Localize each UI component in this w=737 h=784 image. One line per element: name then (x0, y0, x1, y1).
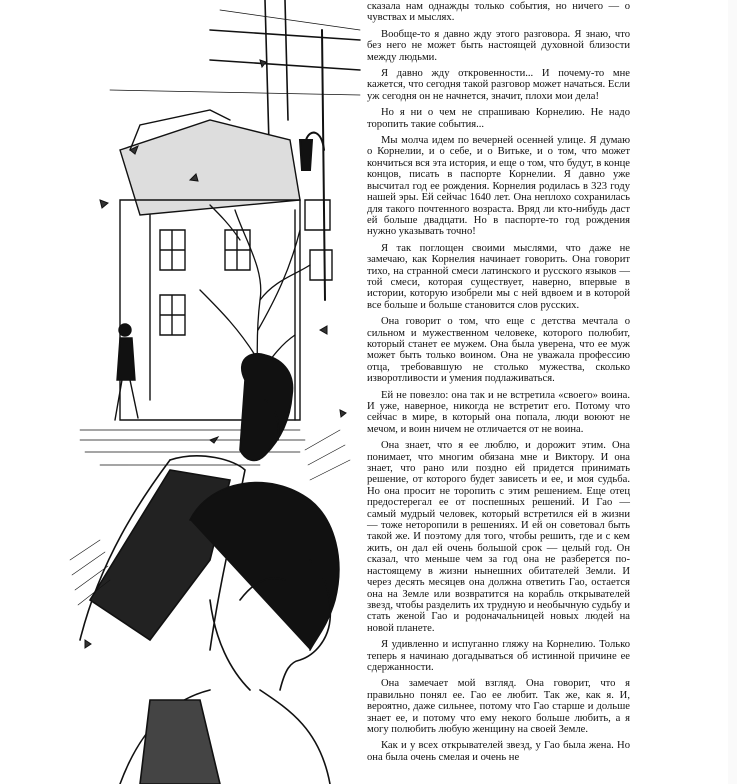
paragraph: Но я ни о чем не спрашиваю Корнелию. Не надо торопить такие события... (367, 107, 630, 130)
paragraph: Мы молча идем по вечерней осенней улице. Я думаю о Корнелии, и о себе, и о Витьке, и о том, что может кончиться вся эта история, и еще о том, что будут, в конце концов, писать в паспорте Корнелии. Я давно уже высчитал год ее рождения. Корнелия родилась в 323 году нашей эры. Ей сейчас 1640 лет. Она неплохо сохранилась для такого почтенного возраста. Вряд ли кто-нибудь даст ей больше двадцати. Но в паспорте-то год рождения нужно указывать точно! (367, 135, 630, 238)
ink-illustration (60, 0, 364, 784)
page-edge (728, 0, 737, 784)
window-1 (160, 230, 185, 270)
paragraph: Ей не повезло: она так и не встретила «своего» воина. И уже, наверное, никогда не встретит его. Потому что сейчас в мире, в который она попала, люди воюют не мечом, и воин ничем не отличается от не воина. (367, 389, 630, 435)
paragraph: сказала нам однажды только события, но ничего — о чувствах и мыслях. (367, 1, 630, 24)
window-2 (160, 295, 185, 335)
paragraph: Я давно жду откровенности... И почему-то мне кажется, что сегодня такой разговор может начаться. Если уж сегодня он не начнется, значит, плохи мои дела! (367, 68, 630, 102)
paragraph: Я так поглощен своими мыслями, что даже не замечаю, как Корнелия начинает говорить. Она говорит тихо, на странной смеси латинского и русского языков — той смеси, которая существует, наверно, впервые в истории, которую изобрели мы с ней вдвоем и в которой все больше и больше становится слов русских. (367, 242, 630, 311)
paragraph: Как и у всех открывателей звезд, у Гао была жена. Но она была очень смелая и очень не (367, 740, 630, 763)
paragraph: Я удивленно и испуганно гляжу на Корнелию. Только теперь я начинаю догадываться об истинной причине ее сдержанности. (367, 639, 630, 673)
paragraph: Вообще-то я давно жду этого разговора. Я знаю, что без него не может быть настоящей духовной близости между людьми. (367, 28, 630, 63)
paragraph: Она знает, что я ее люблю, и дорожит этим. Она понимает, что многим обязана мне и Виктору. И она знает, что рано или поздно ей придется принимать решение, от которого будет зависеть и ее, и моя судьба. Но она просит не торопить с этим решением. Еще отец предостерегал ее от поспешных решений. И Гао — самый мудрый человек, который встретился ей в жизни — тоже неторопили в решениях. И ей он советовал быть такой же. И поэтому для того, чтобы решить, где и с кем жить, он дал ей очень большой срок — целый год. Он сказал, что меньше чем за год она не разберется по-настоящему в жизни нынешних обитателей Земли. И через десять месяцев она должна ответить Гао, остается она на Земле или возвратится на корабль открывателей звезд, чтобы разделить их трудную и необычную судьбу и стать женой Гао и родоначальницей новых людей на новой планете. (367, 440, 630, 634)
paragraph: Она замечает мой взгляд. Она говорит, что я правильно понял ее. Гао ее любит. Так же, как я. И, вероятно, даже сильнее, потому что Гао старше и дольше знает ее, и потому что ему некого больше любить, а я могу полюбить любую женщину на своей Земле. (367, 678, 630, 735)
article-text-column (367, 1, 630, 768)
walking-man (115, 324, 138, 420)
street-lamp (300, 30, 325, 300)
paragraph: Она говорит о том, что еще с детства мечтала о сильном и мужественном человеке, которого полюбит, который станет ее мужем. Она была уверена, что ее муж может быть только воином. Она не уважала профессию отца, требовавшую не столько мужества, сколько изворотливости и умения подлаживаться. (367, 316, 630, 385)
